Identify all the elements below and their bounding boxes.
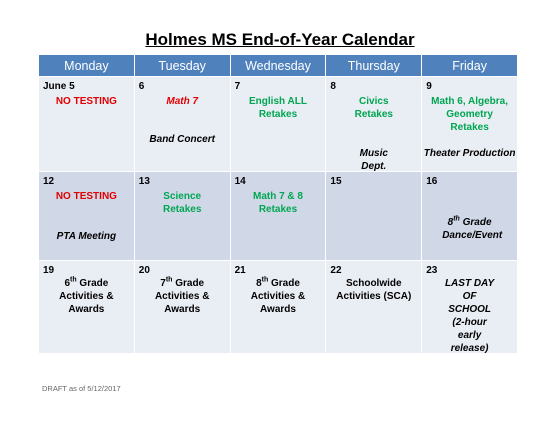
day-cell: [230, 77, 326, 172]
event-math-7-8-retakes: Math 7 & 8 Retakes: [252, 191, 303, 215]
day-cell: [326, 77, 422, 172]
day-number: 12: [43, 176, 55, 187]
event-8th-grade-dance: 8th Grade Dance/Event: [442, 215, 503, 241]
day-number: 7: [234, 81, 241, 92]
day-cell: [230, 172, 326, 261]
day-number: 22: [330, 265, 342, 276]
calendar-table: [38, 54, 518, 354]
day-number: 20: [138, 265, 150, 276]
event-no-testing: NO TESTING: [55, 96, 117, 107]
event-theater-production: Theater Production: [423, 148, 516, 159]
day-cell: [230, 261, 326, 354]
day-number: 9: [426, 81, 432, 92]
day-cell: [134, 261, 230, 354]
day-cell: [39, 261, 135, 354]
draft-note: DRAFT as of 5/12/2017: [42, 384, 121, 393]
event-music-recital: Music Dept.: [359, 148, 388, 172]
day-cell: [39, 77, 135, 172]
header-thursday: Thursday: [326, 55, 422, 77]
event-science-retakes: Science Retakes: [163, 191, 202, 215]
event-8th-grade-activities: 8th Grade Activities & Awards: [250, 276, 306, 315]
day-number: 23: [426, 265, 438, 276]
header-tuesday: Tuesday: [134, 55, 230, 77]
event-pta-meeting: PTA Meeting: [56, 231, 117, 242]
header-friday: Friday: [422, 55, 518, 77]
calendar-title: Holmes MS End-of-Year Calendar: [145, 30, 415, 49]
header-monday: Monday: [39, 55, 135, 77]
day-number: 15: [330, 176, 342, 187]
day-cell: [422, 172, 518, 261]
day-number: 14: [234, 176, 246, 187]
week-row: [39, 172, 518, 261]
event-english-retakes: English ALL Retakes: [249, 96, 307, 120]
day-number: 6: [138, 81, 145, 92]
week-row: [39, 261, 518, 354]
day-number: 21: [234, 265, 246, 276]
day-cell: [326, 172, 422, 261]
day-number: 16: [426, 176, 438, 187]
day-number: 8: [330, 81, 336, 92]
event-band-concert: Band Concert: [149, 134, 215, 145]
event-civics-retakes: Civics Retakes: [354, 96, 393, 120]
event-math-retakes: Math 6, Algebra, Geometry Retakes: [431, 96, 509, 133]
day-cell: [422, 77, 518, 172]
event-last-day-of-school: LAST DAY OF SCHOOL (2-hour early release): [444, 278, 495, 354]
event-7th-grade-activities: 7th Grade Activities & Awards: [154, 276, 210, 315]
day-cell: [422, 261, 518, 354]
event-no-testing: NO TESTING: [55, 191, 117, 202]
header-row: [39, 55, 518, 77]
day-number: 19: [43, 265, 55, 276]
header-wednesday: Wednesday: [230, 55, 326, 77]
day-number: June 5: [43, 81, 75, 92]
day-number: 13: [138, 176, 150, 187]
day-cell: [326, 261, 422, 354]
day-cell: [39, 172, 135, 261]
day-cell: [134, 172, 230, 261]
day-cell: [134, 77, 230, 172]
event-6th-grade-activities: 6th Grade Activities & Awards: [59, 276, 114, 315]
week-row: [39, 77, 518, 172]
event-schoolwide-activities: Schoolwide Activities (SCA): [336, 278, 412, 302]
event-math-7: Math 7: [166, 96, 199, 107]
